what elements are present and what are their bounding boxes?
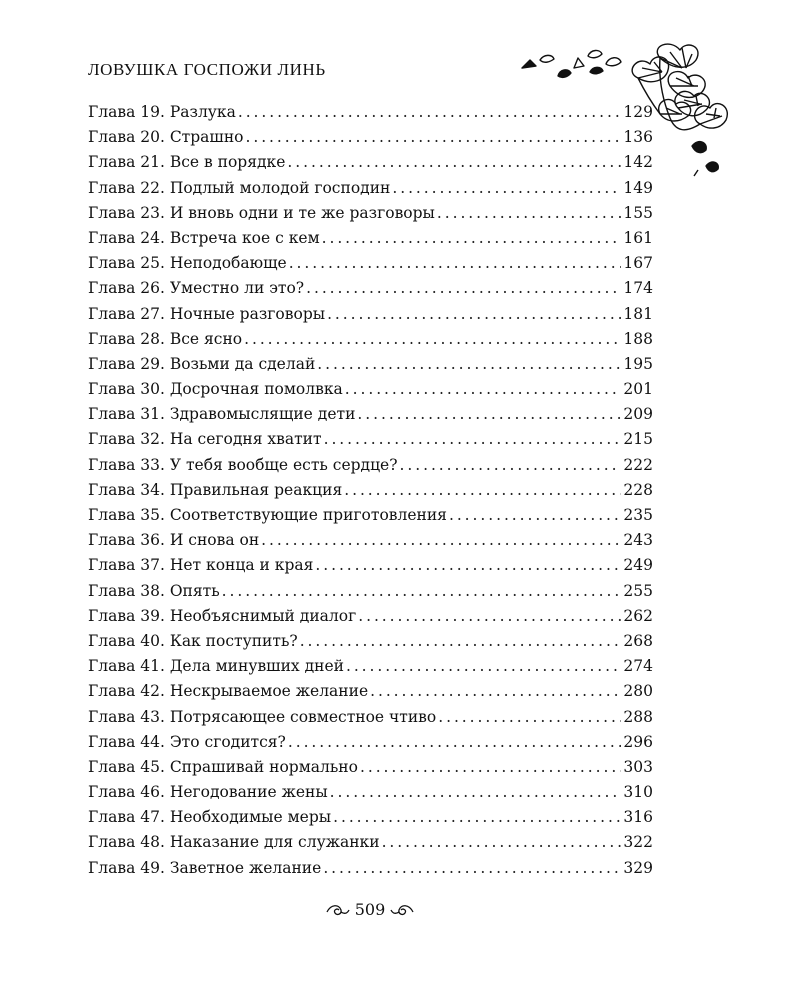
dot-leader (449, 503, 621, 528)
toc-entry (88, 528, 653, 553)
toc-entry-title: Глава 36. И снова он (88, 531, 260, 550)
toc-entry (88, 125, 653, 150)
toc-entry (88, 377, 653, 402)
toc-entry-title: Глава 26. Уместно ли это? (88, 279, 305, 298)
dot-leader (346, 654, 621, 679)
toc-entry-page: 280 (623, 682, 653, 701)
toc-entry-title: Глава 45. Спрашивай нормально (88, 757, 358, 776)
toc-entry (88, 654, 653, 679)
toc-entry (88, 100, 653, 125)
toc-entry-title: Глава 19. Разлука (88, 103, 236, 121)
dot-leader (306, 276, 621, 301)
toc-entry-title: Глава 40. Как поступить? (88, 631, 298, 650)
toc-entry-page: 303 (623, 757, 653, 776)
toc-entry (88, 579, 653, 604)
dot-leader (382, 830, 622, 855)
toc-entry-page: 181 (623, 304, 653, 323)
toc-entry-title: Глава 46. Негодование жены (88, 783, 328, 802)
toc-entry-page: 222 (623, 455, 653, 474)
toc-entry-title: Глава 34. Правильная реакция (88, 480, 343, 499)
toc-entry-title: Глава 43. Потрясающее совместное чтиво (88, 707, 437, 726)
toc-entry-title: Глава 33. У тебя вообще есть сердце? (88, 455, 398, 474)
dot-leader (324, 427, 622, 452)
dot-leader (345, 377, 622, 402)
toc-entry (88, 226, 653, 251)
toc-entry (88, 679, 653, 704)
toc-entry-page: 249 (623, 556, 653, 575)
toc-entry-title: Глава 22. Подлый молодой господин (88, 178, 391, 197)
toc-entry (88, 780, 653, 805)
toc-entry-title: Глава 47. Необходимые меры (88, 808, 332, 827)
toc-entry-title: Глава 25. Неподобающе (88, 254, 287, 273)
toc-entry-page: 155 (623, 203, 653, 222)
toc-entry (88, 705, 653, 730)
toc-entry-page: 161 (623, 228, 653, 247)
toc-entry-title: Глава 39. Необъяснимый диалог (88, 606, 357, 625)
toc-entry-title: Глава 24. Встреча кое с кем (88, 228, 320, 247)
dot-leader (288, 730, 622, 755)
toc-entry (88, 856, 653, 881)
dot-leader (438, 705, 621, 730)
toc-entry (88, 755, 653, 780)
toc-entry-title: Глава 29. Возьми да сделай (88, 354, 316, 373)
toc-entry-title: Глава 27. Ночные разговоры (88, 304, 326, 323)
toc-entry-title: Глава 32. На сегодня хватит (88, 430, 322, 449)
dot-leader (287, 150, 621, 175)
toc-entry-title: Глава 49. Заветное желание (88, 858, 322, 877)
toc-entry (88, 805, 653, 830)
toc-entry (88, 730, 653, 755)
dot-leader (357, 402, 621, 427)
dot-leader (323, 856, 621, 881)
toc-entry-page: 235 (623, 506, 653, 524)
toc-entry (88, 604, 653, 629)
toc-entry (88, 150, 653, 175)
dot-leader (300, 629, 622, 654)
toc-entry-page: 322 (623, 833, 653, 852)
toc-entry (88, 830, 653, 855)
table-of-contents (88, 100, 653, 881)
toc-entry (88, 629, 653, 654)
toc-entry-page: 310 (623, 783, 653, 802)
toc-entry-page: 188 (623, 329, 653, 348)
dot-leader (360, 755, 621, 780)
dot-leader (244, 327, 621, 352)
toc-entry (88, 427, 653, 452)
toc-entry-page: 274 (623, 657, 653, 676)
toc-entry-title: Глава 31. Здравомыслящие дети (88, 405, 356, 424)
toc-entry-page: 195 (623, 354, 653, 373)
toc-entry-page: 209 (623, 405, 653, 424)
toc-entry (88, 553, 653, 578)
toc-entry-page: 243 (623, 531, 653, 550)
toc-entry-page: 215 (623, 430, 653, 449)
toc-entry-page: 129 (623, 103, 653, 121)
swirl-icon (389, 900, 415, 918)
toc-entry (88, 402, 653, 427)
toc-entry-title: Глава 23. И вновь одни и те же разговоры (88, 203, 435, 222)
toc-entry-title: Глава 21. Все в порядке (88, 153, 286, 172)
dot-leader (315, 553, 621, 578)
toc-entry (88, 276, 653, 301)
dot-leader (330, 780, 622, 805)
toc-entry-page: 228 (623, 480, 653, 499)
toc-entry (88, 478, 653, 503)
toc-entry (88, 251, 653, 276)
toc-entry-title: Глава 20. Страшно (88, 128, 244, 147)
dot-leader (238, 100, 622, 125)
toc-entry-page: 201 (623, 380, 653, 399)
toc-entry (88, 201, 653, 226)
dot-leader (392, 176, 621, 201)
toc-entry (88, 503, 653, 528)
toc-entry (88, 352, 653, 377)
toc-entry-title: Глава 37. Нет конца и края (88, 556, 314, 575)
toc-entry-title: Глава 28. Все ясно (88, 329, 243, 348)
dot-leader (327, 302, 621, 327)
toc-entry (88, 453, 653, 478)
toc-entry-title: Глава 44. Это сгодится? (88, 732, 286, 751)
dot-leader (261, 528, 621, 553)
toc-entry-page: 167 (623, 254, 653, 273)
toc-entry-page: 262 (623, 606, 653, 625)
toc-entry-page: 149 (623, 178, 653, 197)
folio-number: 509 (354, 899, 386, 919)
page-number (320, 895, 420, 923)
toc-entry (88, 176, 653, 201)
toc-entry-title: Глава 48. Наказание для служанки (88, 833, 380, 852)
toc-entry-page: 255 (623, 581, 653, 600)
toc-entry-title: Глава 42. Нескрываемое желание (88, 682, 369, 701)
running-head: ЛОВУШКА ГОСПОЖИ ЛИНЬ (88, 60, 326, 79)
dot-leader (333, 805, 621, 830)
toc-entry-page: 142 (623, 153, 653, 172)
dot-leader (437, 201, 622, 226)
toc-entry-title: Глава 30. Досрочная помолвка (88, 380, 343, 399)
toc-entry-page: 316 (623, 808, 653, 827)
toc-entry-page: 136 (623, 128, 653, 147)
toc-entry (88, 302, 653, 327)
dot-leader (289, 251, 622, 276)
dot-leader (222, 579, 622, 604)
dot-leader (344, 478, 621, 503)
toc-entry-title: Глава 38. Опять (88, 581, 220, 600)
toc-entry-page: 329 (623, 858, 653, 877)
toc-entry (88, 327, 653, 352)
dot-leader (370, 679, 621, 704)
swirl-icon (325, 900, 351, 918)
dot-leader (322, 226, 622, 251)
dot-leader (317, 352, 621, 377)
toc-entry-title: Глава 41. Дела минувших дней (88, 657, 344, 676)
toc-entry-page: 296 (623, 732, 653, 751)
dot-leader (246, 125, 622, 150)
toc-entry-page: 174 (623, 279, 653, 298)
toc-entry-title: Глава 35. Соответствующие приготовления (88, 506, 447, 524)
dot-leader (358, 604, 621, 629)
toc-entry-page: 288 (623, 707, 653, 726)
toc-entry-page: 268 (623, 631, 653, 650)
dot-leader (400, 453, 622, 478)
